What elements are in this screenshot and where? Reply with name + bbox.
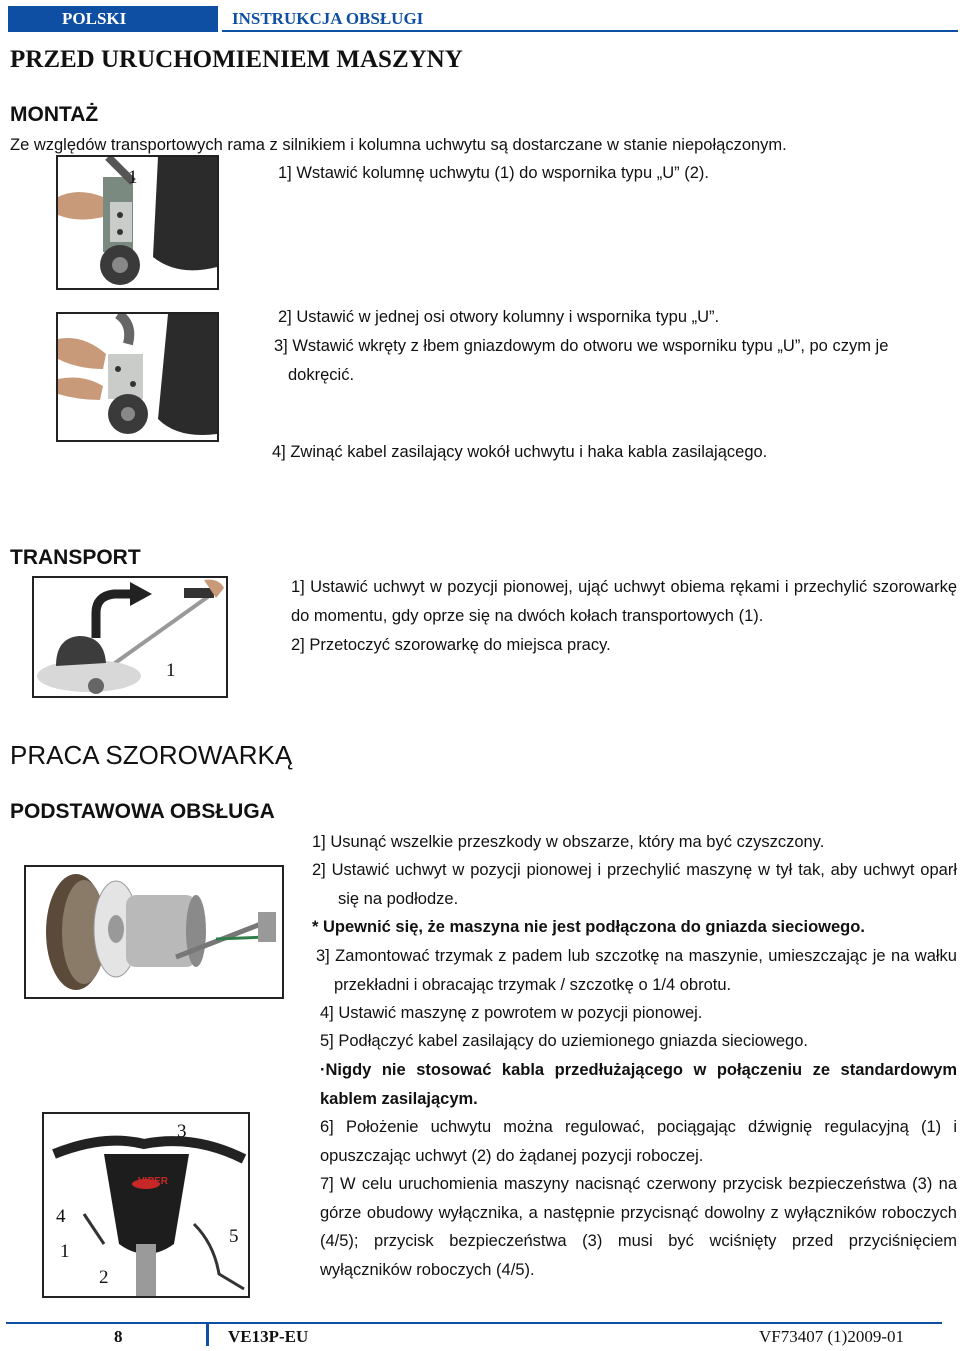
header-title: INSTRUKCJA OBSŁUGI (222, 6, 958, 32)
praca-step-3-text: 3] Zamontować trzymak z padem lub szczotkę na maszynie, umieszczając je na wałku przekładni i obracając trzymak / szczotkę o 1/4 obrotu. (316, 947, 957, 994)
praca-step-4: 4] Ustawić maszynę z powrotem w pozycji pionowej. (320, 1004, 703, 1022)
scrubber-photo (24, 865, 284, 999)
footer-separator (206, 1324, 209, 1346)
praca-step-2 (312, 856, 957, 913)
praca-step-5: 5] Podłączyć kabel zasilający do uziemionego gniazda sieciowego. (320, 1032, 808, 1050)
handle-photo (42, 1112, 250, 1298)
transport-step-1: 1] Ustawić uchwyt w pozycji pionowej, ująć uchwyt obiema rękami i przechylić szorowarkę do momentu, gdy oprze się na dwóch kołach transportowych (1). (291, 578, 957, 625)
document-code: VF73407 (1)2009-01 (759, 1327, 904, 1346)
handle-callout-4: 4 (56, 1206, 66, 1227)
transport-step-2: 2] Przetoczyć szorowarkę do miejsca pracy. (291, 636, 611, 654)
montaz-step-1: 1] Wstawić kolumnę uchwytu (1) do wspornika typu „U” (2). (278, 164, 709, 182)
language-tab: POLSKI (8, 6, 218, 32)
handle-callout-5: 5 (229, 1226, 239, 1247)
praca-subheading: PODSTAWOWA OBSŁUGA (10, 800, 275, 823)
praca-warning-2: ·Nigdy nie stosować kabla przedłużającego w połączeniu ze standardowym kablem zasilającym. (320, 1061, 957, 1108)
handle-callout-1: 1 (60, 1241, 70, 1262)
transport-callout-1: 1 (166, 660, 176, 681)
praca-warning-1: * Upewnić się, że maszyna nie jest podłączona do gniazda sieciowego. (312, 918, 865, 936)
model-code: VE13P-EU (228, 1327, 309, 1346)
photo-callout-1: 1 (128, 167, 138, 188)
montaz-step-3 (274, 332, 958, 389)
montaz-heading: MONTAŻ (10, 103, 99, 126)
page-number: 8 (114, 1327, 123, 1346)
montaz-step-2: 2] Ustawić w jednej osi otwory kolumny i wspornika typu „U”. (278, 308, 720, 326)
montaz-step-4: 4] Zwinąć kabel zasilający wokół uchwytu i haka kabla zasilającego. (272, 443, 768, 461)
assembly-photo-2 (56, 312, 219, 442)
praca-step-6: 6] Położenie uchwytu można regulować, pociągając dźwignię regulacyjną (1) i opuszczając uchwyt (2) do żądanej pozycji roboczej. (320, 1118, 957, 1165)
viper-logo: VIPER (138, 1176, 169, 1187)
assembly-photo-1 (56, 155, 219, 290)
montaz-intro: Ze względów transportowych rama z silnikiem i kolumna uchwytu są dostarczane w stanie niepołączonym. (10, 136, 787, 154)
footer-divider (6, 1322, 942, 1324)
transport-heading: TRANSPORT (10, 546, 141, 569)
praca-step-1: 1] Usunąć wszelkie przeszkody w obszarze, który ma być czyszczony. (312, 833, 825, 851)
montaz-step-3-text: 3] Wstawić wkręty z łbem gniazdowym do otworu we wsporniku typu „U”, po czym je dokręcić. (274, 337, 889, 384)
handle-callout-2: 2 (99, 1267, 109, 1288)
page-title: PRZED URUCHOMIENIEM MASZYNY (10, 46, 463, 73)
handle-callout-3: 3 (177, 1121, 187, 1142)
praca-step-3 (316, 942, 957, 999)
praca-heading: PRACA SZOROWARKĄ (10, 740, 293, 770)
transport-photo (32, 576, 228, 698)
praca-step-7: 7] W celu uruchomienia maszyny nacisnąć czerwony przycisk bezpieczeństwa (3) na górze obudowy wyłącznika, a następnie przycisnąć dowolny z wyłączników roboczych (4/5); przycisk bezpieczeństwa (3) musi być wciśnięty przed przyciśnięciem wyłączników roboczych (4/5). (320, 1175, 957, 1280)
praca-step-2-text: 2] Ustawić uchwyt w pozycji pionowej i przechylić maszynę w tył tak, aby uchwyt oparł się na podłodze. (312, 861, 957, 908)
